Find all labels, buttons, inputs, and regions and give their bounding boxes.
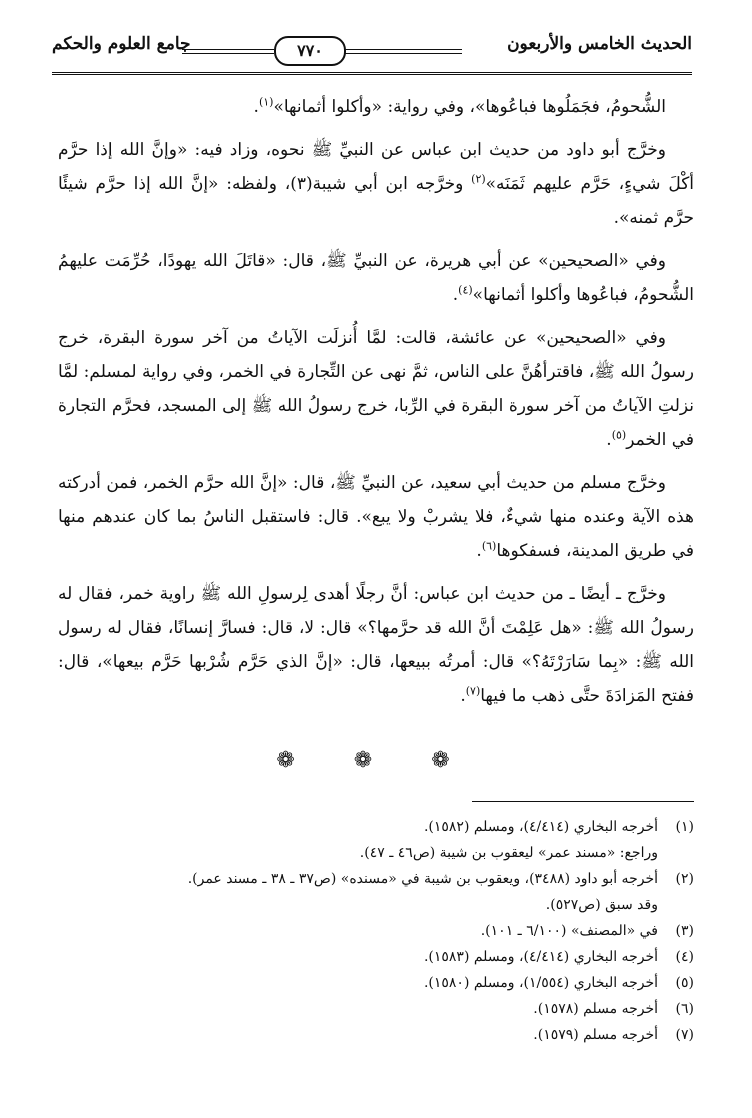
header-rule <box>342 49 462 54</box>
footnote-ref: (١) <box>258 95 274 109</box>
footnote <box>58 1022 694 1048</box>
footnote-text: أخرجه البخاري (١/٥٥٤)، ومسلم (١٥٨٠). <box>423 975 658 991</box>
footnote-number: (٢) <box>675 871 694 887</box>
footnote-ref: (٧) <box>465 684 481 698</box>
footnote-divider <box>472 801 694 802</box>
running-header <box>52 30 692 70</box>
paragraph: وخرَّج أبو داود من حديث ابن عباس عن النبيِّ ﷺ نحوه، وزاد فيه: «وإنَّ الله إذا حرَّم أكْلَ شيءٍ، حَرَّم عليهم ثَمَنَه»$^{(٢)}$ وخرَّجه ابن أبي شيبة(٣)، ولفظه: «إنَّ الله إذا حرَّم شيئًا حرَّم ثمنه». <box>58 140 695 228</box>
footnote-ref: (٤) <box>458 283 473 297</box>
footnote <box>58 866 694 892</box>
footnote-ref: (٢) <box>471 172 486 186</box>
paragraph: وفي «الصحيحين» عن عائشة، قالت: لمَّا أُنزلَت الآياتُ من آخر سورة البقرة، خرج رسولُ الله ﷺ، فاقترأهُنَّ على الناس، ثمَّ نهى عن التِّجارة في الخمر، وفي رواية لمسلم: لمَّا نزلتِ الآياتُ من آخر سورة البقرة في الرِّبا، خرج رسولُ الله ﷺ إلى المسجد، فحرَّم التجارة في الخمر$^{(٥)}$. <box>58 328 694 450</box>
footnote-ref: (٥) <box>611 428 627 442</box>
footnote-continuation: وقد سبق (ص٥٢٧). <box>545 897 658 913</box>
footnote-text: أخرجه مسلم (١٥٧٨). <box>533 1001 658 1017</box>
chapter-title: الحديث الخامس والأربعون <box>507 34 692 54</box>
footnote-ref: (٦) <box>481 539 497 553</box>
footnotes <box>58 814 694 1048</box>
footnote-text: أخرجه البخاري (٤/٤١٤)، ومسلم (١٥٨٢). <box>423 819 658 835</box>
footnote <box>58 970 694 996</box>
footnote <box>58 918 694 944</box>
book-title: جامع العلوم والحكم <box>52 34 191 54</box>
footnote-number: (٣) <box>675 923 694 939</box>
footnote-text: أخرجه البخاري (٤/٤١٤)، ومسلم (١٥٨٣). <box>423 949 658 965</box>
header-divider <box>52 72 692 75</box>
footnote <box>58 814 694 840</box>
footnote <box>58 944 694 970</box>
footnote-text: في «المصنف» (٦/١٠٠ ـ ١٠١). <box>480 923 658 939</box>
footnote-number: (٧) <box>675 1027 694 1043</box>
paragraph: وخرَّج ـ أيضًا ـ من حديث ابن عباس: أنَّ رجلًا أهدى لِرسولِ الله ﷺ راوية خمر، فقال له رسولُ الله ﷺ: «هل عَلِمْتَ أنَّ الله قد حرَّمها؟» قال: لا، قال: فسارَّ إنسانًا، فقال له رسول الله ﷺ: «بِما سَارَرْتَهُ؟» قال: أمرتُه ببيعها، قال: «إنَّ الذي حَرَّم شُرْبها حَرَّم بيعها»، قال: ففتح المَزادَةَ حتَّى ذهب ما فيها$^{(٧)}$. <box>58 584 694 706</box>
paragraph: وخرَّج مسلم من حديث أبي سعيد، عن النبيِّ ﷺ، قال: «إنَّ الله حرَّم الخمر، فمن أدركته هذه الآية وعنده منها شيءٌ، فلا يشربْ ولا يبع». قال: فاستقبل الناسُ بما كان عندهم منها في طريق المدينة، فسفكوها$^{(٦)}$. <box>58 473 694 561</box>
footnote-number: (٤) <box>675 949 694 965</box>
main-text <box>58 90 694 722</box>
footnote-number: (٦) <box>675 1001 694 1017</box>
footnote-text: أخرجه مسلم (١٥٧٩). <box>533 1027 658 1043</box>
page-number: ٧٧٠ <box>274 36 346 66</box>
footnote-number: (٥) <box>675 975 694 991</box>
header-rule <box>182 49 274 54</box>
footnote-continuation: وراجع: «مسند عمر» ليعقوب بن شيبة (ص٤٦ ـ ٤٧). <box>359 845 658 861</box>
paragraph: وفي «الصحيحين» عن أبي هريرة، عن النبيِّ ﷺ، قال: «قاتَلَ الله يهودًا، حُرِّمَت عليهمُ الشُّحومُ، فباعُوها وأكلوا أثمانها»$^{(٤)}$. <box>58 251 694 305</box>
footnote-number: (١) <box>675 819 694 835</box>
section-ornaments: ❁ ❁ ❁ <box>276 748 476 773</box>
paragraph: الشُّحومُ، فجَمَلُوها فباعُوها»، وفي رواية: «وأكلوا أثمانها»$^{(١)}$. <box>253 95 666 117</box>
footnote-text: أخرجه أبو داود (٣٤٨٨)، ويعقوب بن شيبة في «مسنده» (ص٣٧ ـ ٣٨ ـ مسند عمر). <box>187 871 658 887</box>
footnote <box>58 996 694 1022</box>
